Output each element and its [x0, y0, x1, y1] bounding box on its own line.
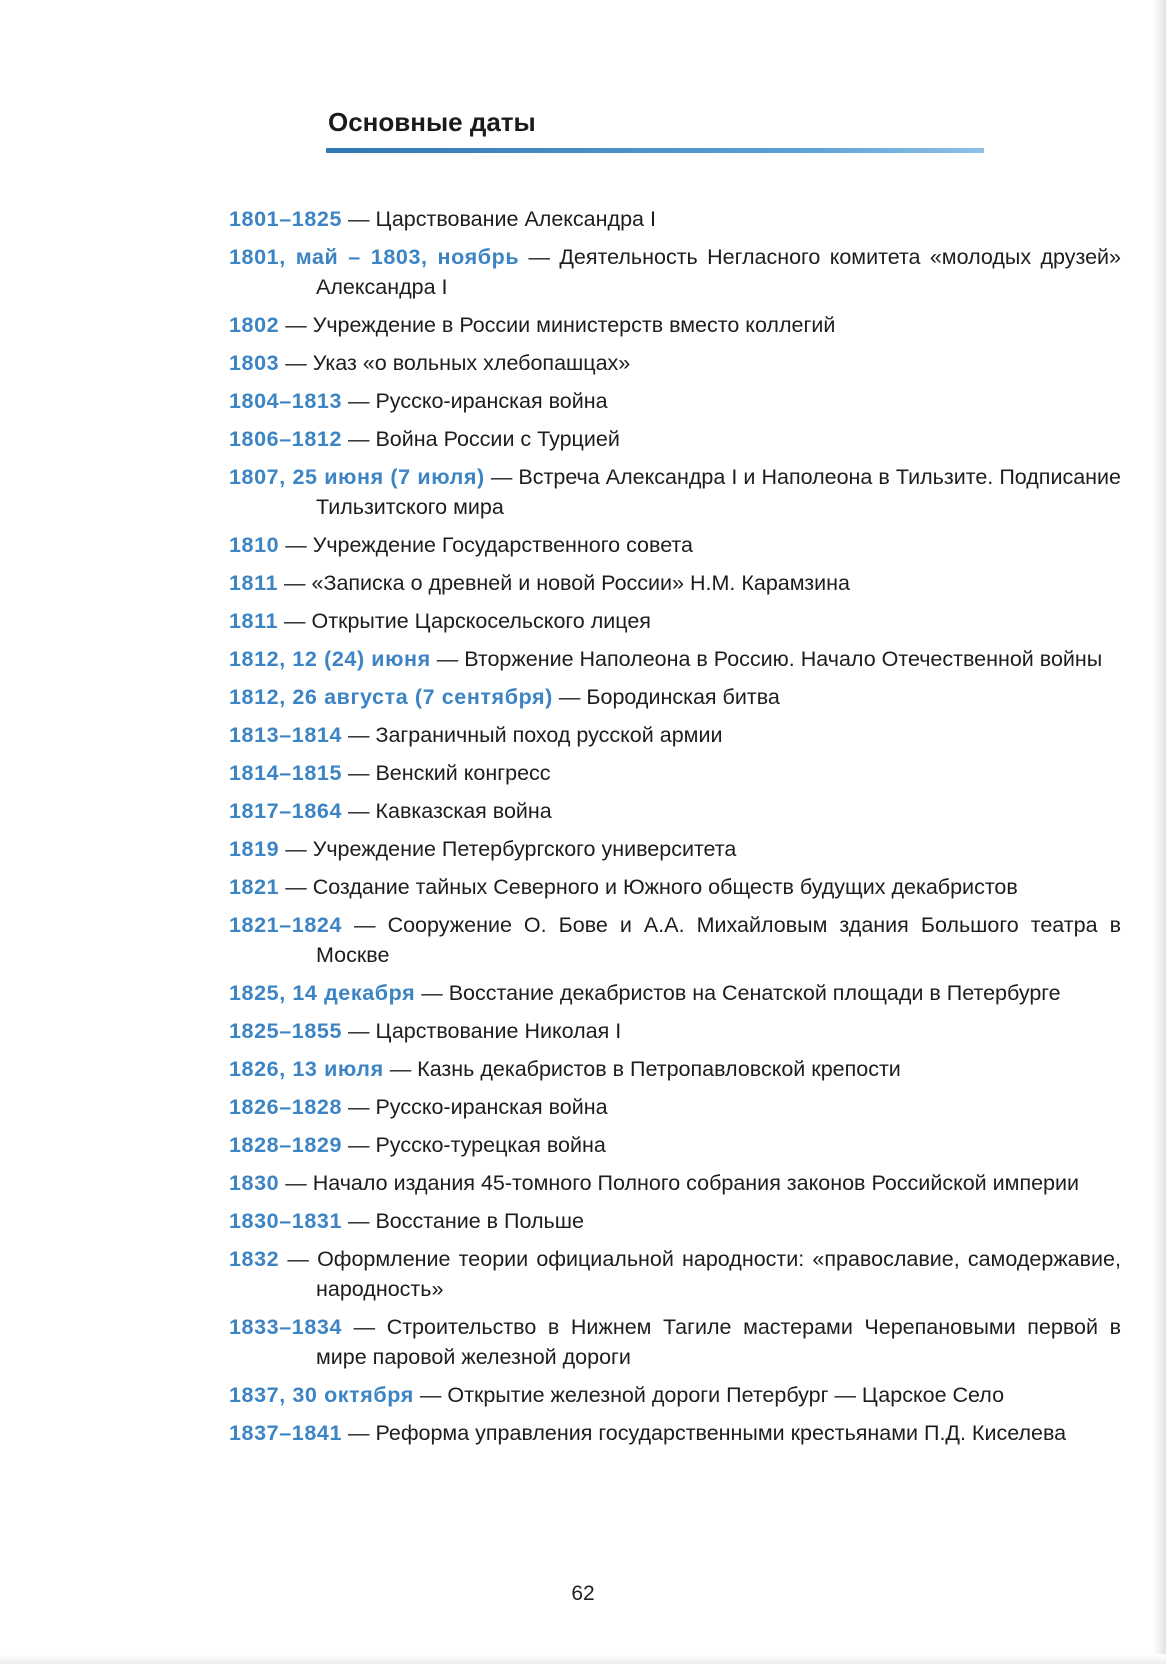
entry-dash: — — [279, 1247, 318, 1271]
entry-date: 1807, 25 июня (7 июля) — [229, 465, 485, 489]
entry-date: 1830–1831 — [229, 1209, 343, 1233]
page-bottom-edge-shadow — [0, 1654, 1166, 1664]
entry-dash: — — [279, 837, 313, 861]
entry-date: 1803 — [229, 351, 280, 375]
entry-description: Русско-турецкая война — [375, 1133, 606, 1157]
entry-description: Кавказская война — [375, 799, 552, 823]
date-entry — [229, 644, 1121, 674]
section-heading — [326, 106, 986, 153]
date-entry — [229, 1244, 1121, 1304]
entry-description: Царствование Александра I — [375, 207, 656, 231]
page-number: 62 — [571, 1582, 595, 1605]
entry-dash: — — [342, 207, 376, 231]
entry-dash: — — [279, 351, 313, 375]
entry-description: Начало издания 45-томного Полного собрания законов Российской империи — [312, 1171, 1080, 1195]
heading-underline — [326, 148, 984, 153]
entry-dash: — — [342, 1095, 376, 1119]
date-entry — [229, 386, 1121, 416]
dates-list — [229, 204, 1121, 1456]
date-entry — [229, 758, 1121, 788]
date-entry — [229, 242, 1121, 302]
entry-description: Венский конгресс — [375, 761, 551, 785]
date-entry — [229, 1312, 1121, 1372]
entry-dash: — — [484, 465, 519, 489]
entry-description: «Записка о древней и новой России» Н.М. Карамзина — [311, 571, 850, 595]
entry-date: 1811 — [229, 571, 279, 595]
entry-description: Бородинская битва — [586, 685, 780, 709]
entry-date: 1801–1825 — [229, 207, 343, 231]
entry-date: 1837, 30 октября — [229, 1383, 414, 1407]
entry-description: Реформа управления государственными крестьянами П.Д. Киселева — [375, 1421, 1067, 1445]
date-entry — [229, 1130, 1121, 1160]
entry-dash: — — [278, 571, 312, 595]
entry-date: 1828–1829 — [229, 1133, 343, 1157]
entry-dash: — — [342, 1133, 376, 1157]
entry-dash: — — [342, 389, 376, 413]
entry-dash: — — [279, 1171, 313, 1195]
date-entry — [229, 910, 1121, 970]
entry-description: Русско-иранская война — [375, 389, 608, 413]
entry-dash: — — [519, 245, 560, 269]
date-entry — [229, 1418, 1121, 1448]
entry-description: Восстание в Польше — [375, 1209, 584, 1233]
entry-description: Казнь декабристов в Петропавловской крепости — [417, 1057, 901, 1081]
entry-dash: — — [342, 761, 376, 785]
entry-dash: — — [342, 1019, 376, 1043]
date-entry — [229, 606, 1121, 636]
entry-date: 1833–1834 — [229, 1315, 343, 1339]
entry-date: 1830 — [229, 1171, 280, 1195]
entry-date: 1806–1812 — [229, 427, 343, 451]
entry-description: Деятельность Негласного комитета «молодых друзей» Александра I — [316, 245, 1121, 299]
entry-dash: — — [342, 1421, 376, 1445]
entry-date: 1801, май – 1803, ноябрь — [229, 245, 520, 269]
entry-date: 1812, 12 (24) июня — [229, 647, 431, 671]
page-edge-shadow — [1152, 0, 1166, 1664]
entry-description: Встреча Александра I и Наполеона в Тильзите. Подписание Тильзитского мира — [316, 465, 1121, 519]
entry-date: 1826–1828 — [229, 1095, 343, 1119]
entry-description: Заграничный поход русской армии — [375, 723, 723, 747]
entry-description: Создание тайных Северного и Южного обществ будущих декабристов — [312, 875, 1018, 899]
entry-date: 1802 — [229, 313, 280, 337]
entry-dash: — — [342, 1209, 376, 1233]
entry-description: Восстание декабристов на Сенатской площади в Петербурге — [448, 981, 1061, 1005]
entry-description: Оформление теории официальной народности: «православие, самодержавие, народность» — [316, 1247, 1121, 1301]
entry-dash: — — [413, 1383, 448, 1407]
date-entry — [229, 682, 1121, 712]
entry-description: Открытие Царскосельского лицея — [311, 609, 651, 633]
date-entry — [229, 834, 1121, 864]
date-entry — [229, 1054, 1121, 1084]
entry-date: 1804–1813 — [229, 389, 343, 413]
entry-dash: — — [278, 609, 312, 633]
date-entry — [229, 530, 1121, 560]
date-entry — [229, 424, 1121, 454]
entry-description: Царствование Николая I — [375, 1019, 622, 1043]
entry-date: 1825, 14 декабря — [229, 981, 416, 1005]
entry-dash: — — [415, 981, 449, 1005]
entry-description: Учреждение в России министерств вместо коллегий — [312, 313, 836, 337]
entry-description: Учреждение Петербургского университета — [312, 837, 737, 861]
entry-dash: — — [279, 875, 313, 899]
entry-description: Русско-иранская война — [375, 1095, 608, 1119]
date-entry — [229, 1016, 1121, 1046]
page-title: Основные даты — [328, 107, 536, 137]
entry-dash: — — [342, 427, 376, 451]
entry-dash: — — [552, 685, 587, 709]
date-entry — [229, 1168, 1121, 1198]
date-entry — [229, 310, 1121, 340]
entry-date: 1832 — [229, 1247, 280, 1271]
entry-dash: — — [383, 1057, 418, 1081]
entry-date: 1812, 26 августа (7 сентября) — [229, 685, 553, 709]
entry-date: 1821–1824 — [229, 913, 343, 937]
entry-date: 1817–1864 — [229, 799, 343, 823]
entry-date: 1826, 13 июля — [229, 1057, 384, 1081]
entry-date: 1814–1815 — [229, 761, 343, 785]
entry-description: Вторжение Наполеона в Россию. Начало Отечественной войны — [464, 647, 1103, 671]
entry-date: 1821 — [229, 875, 280, 899]
entry-date: 1819 — [229, 837, 280, 861]
date-entry — [229, 1206, 1121, 1236]
entry-description: Война России с Турцией — [375, 427, 620, 451]
entry-description: Открытие железной дороги Петербург — Царское Село — [447, 1383, 1005, 1407]
entry-description: Указ «о вольных хлебопашцах» — [312, 351, 631, 375]
date-entry — [229, 796, 1121, 826]
date-entry — [229, 720, 1121, 750]
date-entry — [229, 568, 1121, 598]
entry-dash: — — [342, 1315, 387, 1339]
entry-description: Сооружение О. Бове и А.А. Михайловым здания Большого театра в Москве — [316, 913, 1121, 967]
date-entry — [229, 348, 1121, 378]
entry-date: 1825–1855 — [229, 1019, 343, 1043]
entry-dash: — — [342, 913, 388, 937]
date-entry — [229, 1092, 1121, 1122]
entry-description: Учреждение Государственного совета — [312, 533, 694, 557]
date-entry — [229, 978, 1121, 1008]
entry-description: Строительство в Нижнем Тагиле мастерами Черепановыми первой в мире паровой железной дороги — [316, 1315, 1121, 1369]
date-entry — [229, 1380, 1121, 1410]
entry-dash: — — [342, 799, 376, 823]
entry-date: 1813–1814 — [229, 723, 343, 747]
entry-dash: — — [279, 533, 313, 557]
date-entry — [229, 872, 1121, 902]
entry-date: 1810 — [229, 533, 280, 557]
entry-date: 1837–1841 — [229, 1421, 343, 1445]
entry-dash: — — [342, 723, 376, 747]
date-entry — [229, 204, 1121, 234]
entry-dash: — — [430, 647, 465, 671]
date-entry — [229, 462, 1121, 522]
entry-dash: — — [279, 313, 313, 337]
entry-date: 1811 — [229, 609, 279, 633]
